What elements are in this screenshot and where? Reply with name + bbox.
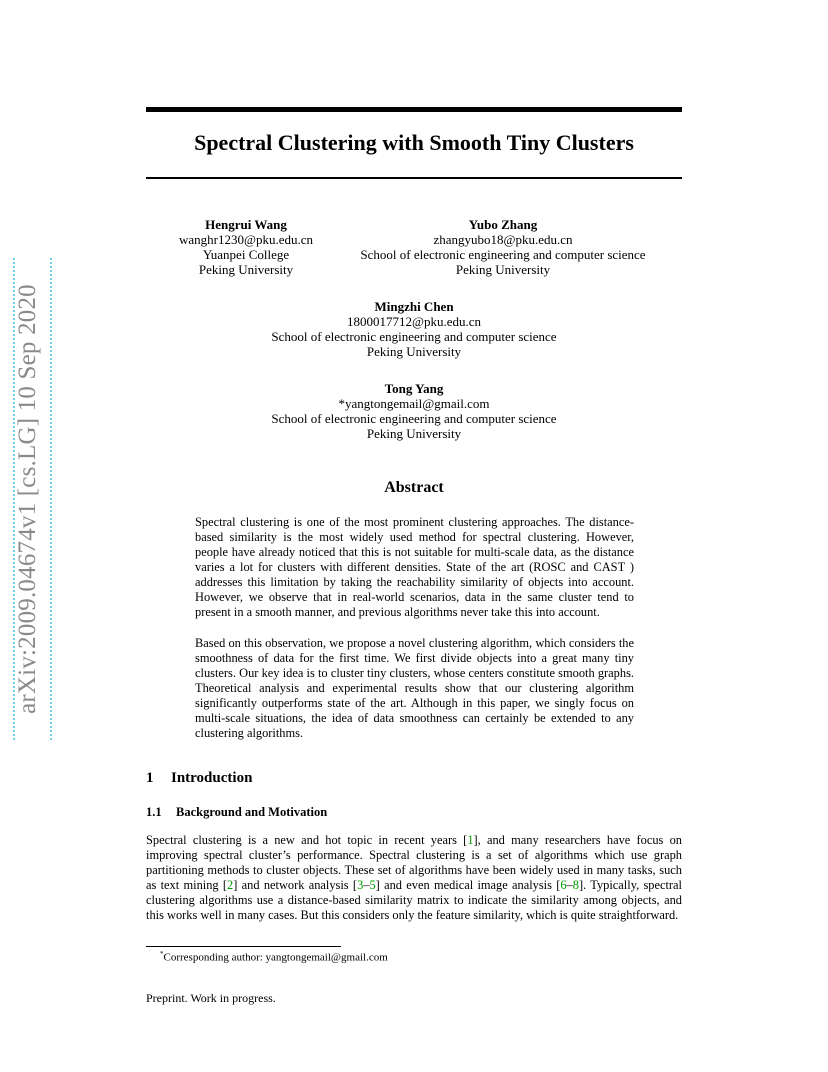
intro-text: ] and network analysis [ [233,878,358,892]
author-affiliation: School of electronic engineering and computer science [271,411,557,426]
author-affiliation: School of electronic engineering and computer science [271,329,557,344]
citation-link[interactable]: 5 [369,878,376,892]
author-affiliation: School of electronic engineering and computer science [360,247,646,262]
subsection-number: 1.1 [146,805,162,819]
section-title: Introduction [171,770,253,786]
title-rule-bottom [146,177,682,179]
intro-text: Spectral clustering is a new and hot topic in recent years [ [146,833,468,847]
arxiv-stamp [13,260,43,738]
author-block [348,217,658,277]
footnote-rule [146,946,341,947]
arxiv-dotted-border-right [50,258,52,740]
subsection-title: Background and Motivation [176,805,328,819]
citation-link[interactable]: 1 [467,833,474,847]
author-block [214,381,614,441]
intro-text: – [363,878,370,892]
abstract-heading: Abstract [384,479,444,496]
subsection-heading [146,805,327,820]
author-name: Yubo Zhang [468,217,538,232]
intro-text: ] and even medical image analysis [ [375,878,561,892]
paper-title: Spectral Clustering with Smooth Tiny Clusters [194,130,634,155]
author-institution: Peking University [455,262,551,277]
abstract-paragraph: Spectral clustering is one of the most prominent clustering approaches. The distance-based similarity is the most widely used method for spectral clustering. However, people have already noticed that this is not suitable for multi-scale data, as the distance varies a lot for clusters with different densities. State of the art (ROSC and CAST ) addresses this limitation by taking the reachability similarity of objects into account. However, we observe that in real-world scenarios, data in the same cluster tend to present in a smooth manner, and previous algorithms never take this into account. [195,515,634,619]
author-name: Mingzhi Chen [374,299,454,314]
footnote [160,950,388,964]
author-email: 1800017712@pku.edu.cn [346,314,481,329]
abstract-paragraph: Based on this observation, we propose a novel clustering algorithm, which considers the smoothness of data for the first time. We first divide objects into a great many tiny clusters. Our key idea is to cluster tiny clusters, whose centers constitute smooth graphs. Theoretical analysis and experimental results show that our clustering algorithm significantly outperforms state of the art. Although in this paper, we singly focus on multi-scale situations, the idea of data smoothness can certainly be extended to any clustering algorithms. [195,636,634,740]
author-email: zhangyubo18@pku.edu.cn [433,232,573,247]
intro-text: ]. Typically, spectral clustering algorithms use a distance-based similarity matrix to indicate the similarity among objects, and this works well in many cases. But this considers only the feature similarity, which is quite straightforward. [146,878,683,922]
author-name: Hengrui Wang [205,217,287,232]
author-block [146,217,346,277]
citation-link[interactable]: 6 [560,878,567,892]
author-institution: Peking University [198,262,294,277]
author-institution: Peking University [366,344,462,359]
author-name: Tong Yang [384,381,444,396]
author-block [214,299,614,359]
author-email: wanghr1230@pku.edu.cn [179,232,313,247]
author-institution: Peking University [366,426,462,441]
citation-link[interactable]: 8 [572,878,579,892]
intro-paragraph [146,833,682,923]
footnote-mark: * [160,950,164,958]
citation-link[interactable]: 3 [357,878,364,892]
citation-link[interactable]: 2 [227,878,234,892]
preprint-note: Preprint. Work in progress. [146,991,276,1005]
title-rule-top [146,107,682,112]
intro-text: ], and many researchers have focus on improving spectral cluster’s performance. Spectral clustering is a set of algorithms which use graph partitioning methods to cluster objects. These set of algorithms have been widely used in many tasks, such as text mining [ [146,833,683,892]
author-email: *yangtongemail@gmail.com [338,396,490,411]
arxiv-id: arXiv:2009.04674v1 [cs.LG] 10 Sep 2020 [14,284,41,714]
intro-text: – [566,878,573,892]
section-number: 1 [146,770,154,786]
footnote-text: Corresponding author: yangtongemail@gmail.com [163,951,388,964]
section-heading [146,770,252,787]
author-affiliation: Yuanpei College [202,247,290,262]
